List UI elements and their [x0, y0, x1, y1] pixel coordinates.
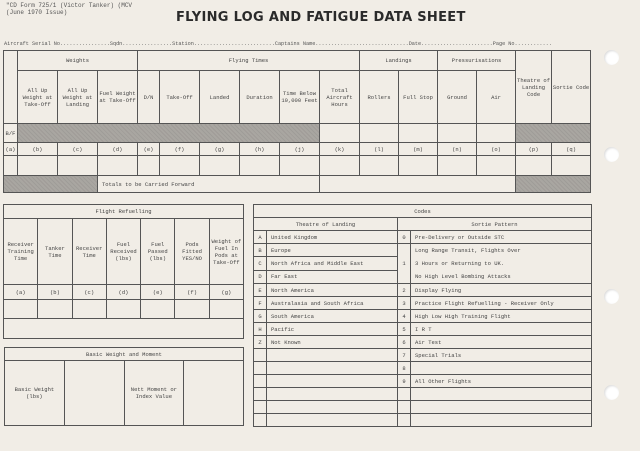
blank-cell	[267, 401, 398, 414]
col-auw-takeoff: All Up Weight at Take-Off	[18, 71, 58, 124]
theatre-name	[267, 349, 398, 362]
theatre-code: B	[254, 244, 267, 257]
sortie-name: Special Trials	[411, 349, 592, 362]
letter-l: (l)	[360, 143, 399, 156]
theatre-code	[254, 375, 267, 388]
entry-cell[interactable]	[200, 156, 240, 176]
theatre-header: Theatre of Landing	[254, 218, 398, 231]
letter-f: (f)	[160, 143, 200, 156]
theatre-code: D	[254, 270, 267, 283]
col-time-below: Time Below 10,000 Feet	[280, 71, 320, 124]
totals-label: Totals to be Carried Forward	[98, 176, 320, 193]
entry-cell[interactable]	[141, 300, 175, 319]
bf-ground[interactable]	[438, 124, 477, 143]
col-duration: Duration	[240, 71, 280, 124]
theatre-name: United Kingdom	[267, 231, 398, 244]
form-reference-line1: "CD Form 725/1 (Victor Tanker) (MCV	[6, 2, 133, 9]
sortie-name	[411, 362, 592, 375]
punch-hole	[604, 289, 619, 304]
entry-cell[interactable]	[320, 156, 360, 176]
sortie-name: Display Flying	[411, 284, 592, 297]
letter-p: (p)	[516, 143, 552, 156]
basic-weight-table	[4, 347, 244, 426]
nett-moment-value[interactable]	[184, 361, 244, 426]
col-rollers: Rollers	[360, 71, 399, 124]
sortie-code: 9	[398, 375, 411, 388]
col-dn: D/N	[138, 71, 160, 124]
blank-cell	[398, 388, 411, 401]
entry-row	[4, 300, 244, 319]
bf-full-stop[interactable]	[399, 124, 438, 143]
theatre-code: A	[254, 231, 267, 244]
letter-n: (n)	[438, 143, 477, 156]
form-reference	[6, 2, 132, 16]
sortie-name: All Other Flights	[411, 375, 592, 388]
totals-value[interactable]	[320, 176, 516, 193]
theatre-name: Far East	[267, 270, 398, 283]
blank-corner	[4, 51, 18, 124]
blank-cell	[254, 414, 267, 427]
letter-e: (e)	[138, 143, 160, 156]
sortie-name: Air Test	[411, 336, 592, 349]
basic-weight-value[interactable]	[64, 361, 124, 426]
sortie-line: Long Range Transit, Flights Over	[415, 247, 521, 254]
letter-c: (c)	[72, 285, 106, 300]
entry-cell[interactable]	[138, 156, 160, 176]
col-fuel-passed: Fuel Passed (lbs)	[141, 219, 175, 285]
theatre-name	[267, 375, 398, 388]
col-receiver-training: Receiver Training Time	[4, 219, 38, 285]
entry-cell[interactable]	[4, 156, 18, 176]
sortie-code: 5	[398, 323, 411, 336]
sortie-code: 3	[398, 297, 411, 310]
entry-cell[interactable]	[98, 156, 138, 176]
punch-hole	[604, 50, 619, 65]
flying-log-table	[3, 50, 591, 193]
theatre-code	[254, 349, 267, 362]
letter-h: (h)	[240, 143, 280, 156]
sortie-name: High Low High Training Flight	[411, 310, 592, 323]
header-fields: Aircraft Serial No................Sqdn................Station..........................Captains Name..............................Date.......................Page No............	[4, 41, 552, 47]
col-theatre-code: Theatre of Landing Code	[516, 51, 552, 124]
group-weights: Weights	[18, 51, 138, 71]
group-landings: Landings	[360, 51, 438, 71]
theatre-name: North Africa and Middle East	[267, 257, 398, 270]
letter-g: (g)	[200, 143, 240, 156]
bf-shaded	[18, 124, 320, 143]
theatre-code: E	[254, 284, 267, 297]
entry-cell[interactable]	[58, 156, 98, 176]
basic-weight-label: Basic Weight (lbs)	[5, 361, 65, 426]
bf-label: B/F	[4, 124, 18, 143]
letter-k: (k)	[320, 143, 360, 156]
group-flying-times: Flying Times	[138, 51, 360, 71]
bf-shaded-codes	[516, 124, 591, 143]
sortie-code: 4	[398, 310, 411, 323]
theatre-name: Australasia and South Africa	[267, 297, 398, 310]
entry-cell[interactable]	[4, 300, 38, 319]
sortie-line: 3 Hours or Returning to UK.	[415, 260, 505, 267]
theatre-code	[254, 362, 267, 375]
entry-cell[interactable]	[240, 156, 280, 176]
entry-cell[interactable]	[72, 300, 106, 319]
sortie-name: I R T	[411, 323, 592, 336]
bf-total-hours[interactable]	[320, 124, 360, 143]
letter-d: (d)	[98, 143, 138, 156]
sortie-line: No High Level Bombing Attacks	[415, 273, 511, 280]
totals-shaded	[4, 176, 98, 193]
entry-cell[interactable]	[209, 300, 243, 319]
blank-cell	[267, 388, 398, 401]
entry-cell[interactable]	[38, 300, 72, 319]
letter-b: (b)	[18, 143, 58, 156]
letter-o: (o)	[477, 143, 516, 156]
sortie-name	[411, 244, 592, 284]
letter-a: (a)	[4, 285, 38, 300]
totals-shaded-codes	[516, 176, 591, 193]
letter-c: (c)	[58, 143, 98, 156]
blank-cell	[267, 414, 398, 427]
sortie-code: 0	[398, 231, 411, 244]
entry-row	[4, 156, 591, 176]
theatre-name: Pacific	[267, 323, 398, 336]
theatre-code: G	[254, 310, 267, 323]
theatre-name: South America	[267, 310, 398, 323]
theatre-name: Not Known	[267, 336, 398, 349]
col-fuel-takeoff: Fuel Weight at Take-Off	[98, 71, 138, 124]
codes-table	[253, 204, 592, 427]
theatre-code: F	[254, 297, 267, 310]
col-sortie-code: Sortie Code	[552, 51, 591, 124]
bf-rollers[interactable]	[360, 124, 399, 143]
nett-moment-label: Nett Moment or Index Value	[124, 361, 184, 426]
col-ground: Ground	[438, 71, 477, 124]
bf-air[interactable]	[477, 124, 516, 143]
entry-cell[interactable]	[399, 156, 438, 176]
theatre-code: Z	[254, 336, 267, 349]
form-reference-line2: (June 1970 Issue)	[6, 9, 68, 16]
entry-cell[interactable]	[438, 156, 477, 176]
blank-cell	[411, 388, 592, 401]
punch-hole	[604, 147, 619, 162]
letter-b: (b)	[38, 285, 72, 300]
blank-cell	[411, 414, 592, 427]
letter-d: (d)	[106, 285, 140, 300]
entry-cell[interactable]	[516, 156, 552, 176]
entry-cell[interactable]	[360, 156, 399, 176]
blank-cell	[398, 414, 411, 427]
letter-q: (q)	[552, 143, 591, 156]
col-pods-fitted: Pods Fitted YES/NO	[175, 219, 209, 285]
col-landed: Landed	[200, 71, 240, 124]
entry-cell[interactable]	[160, 156, 200, 176]
col-takeoff: Take-Off	[160, 71, 200, 124]
theatre-name	[267, 362, 398, 375]
blank-cell	[411, 401, 592, 414]
letter-g: (g)	[209, 285, 243, 300]
entry-cell[interactable]	[18, 156, 58, 176]
theatre-code: C	[254, 257, 267, 270]
basic-weight-title: Basic Weight and Moment	[5, 348, 244, 361]
col-pod-fuel-weight: Weight of Fuel In Pods at Take-Off	[209, 219, 243, 285]
sortie-code: 2	[398, 284, 411, 297]
col-auw-landing: All Up Weight at Landing	[58, 71, 98, 124]
col-air: Air	[477, 71, 516, 124]
sortie-code: 8	[398, 362, 411, 375]
refuelling-notes[interactable]	[4, 319, 244, 339]
sortie-header: Sortie Pattern	[398, 218, 592, 231]
letter-f: (f)	[175, 285, 209, 300]
letter-m: (m)	[399, 143, 438, 156]
sortie-code: 6	[398, 336, 411, 349]
letter-e: (e)	[141, 285, 175, 300]
col-receiver-time: Receiver Time	[72, 219, 106, 285]
theatre-name: North America	[267, 284, 398, 297]
page-title: FLYING LOG AND FATIGUE DATA SHEET	[176, 10, 466, 25]
theatre-code: H	[254, 323, 267, 336]
letter-a: (a)	[4, 143, 18, 156]
codes-title: Codes	[254, 205, 592, 218]
blank-cell	[254, 388, 267, 401]
sortie-name: Pre-Delivery or Outside STC	[411, 231, 592, 244]
entry-cell[interactable]	[175, 300, 209, 319]
letter-j: (j)	[280, 143, 320, 156]
col-tanker-time: Tanker Time	[38, 219, 72, 285]
blank-cell	[398, 401, 411, 414]
col-total-hours: Total Aircraft Hours	[320, 71, 360, 124]
sortie-code: 1	[398, 244, 411, 284]
theatre-name: Europe	[267, 244, 398, 257]
punch-hole	[604, 385, 619, 400]
flight-refuelling-table	[3, 204, 244, 339]
entry-cell[interactable]	[280, 156, 320, 176]
entry-cell[interactable]	[106, 300, 140, 319]
col-fuel-received: Fuel Received (lbs)	[106, 219, 140, 285]
refuelling-title: Flight Refuelling	[4, 205, 244, 219]
entry-cell[interactable]	[552, 156, 591, 176]
group-pressurisations: Pressurisations	[438, 51, 516, 71]
blank-cell	[254, 401, 267, 414]
col-full-stop: Full Stop	[399, 71, 438, 124]
sortie-code: 7	[398, 349, 411, 362]
entry-cell[interactable]	[477, 156, 516, 176]
sortie-name: Practice Flight Refuelling - Receiver Only	[411, 297, 592, 310]
